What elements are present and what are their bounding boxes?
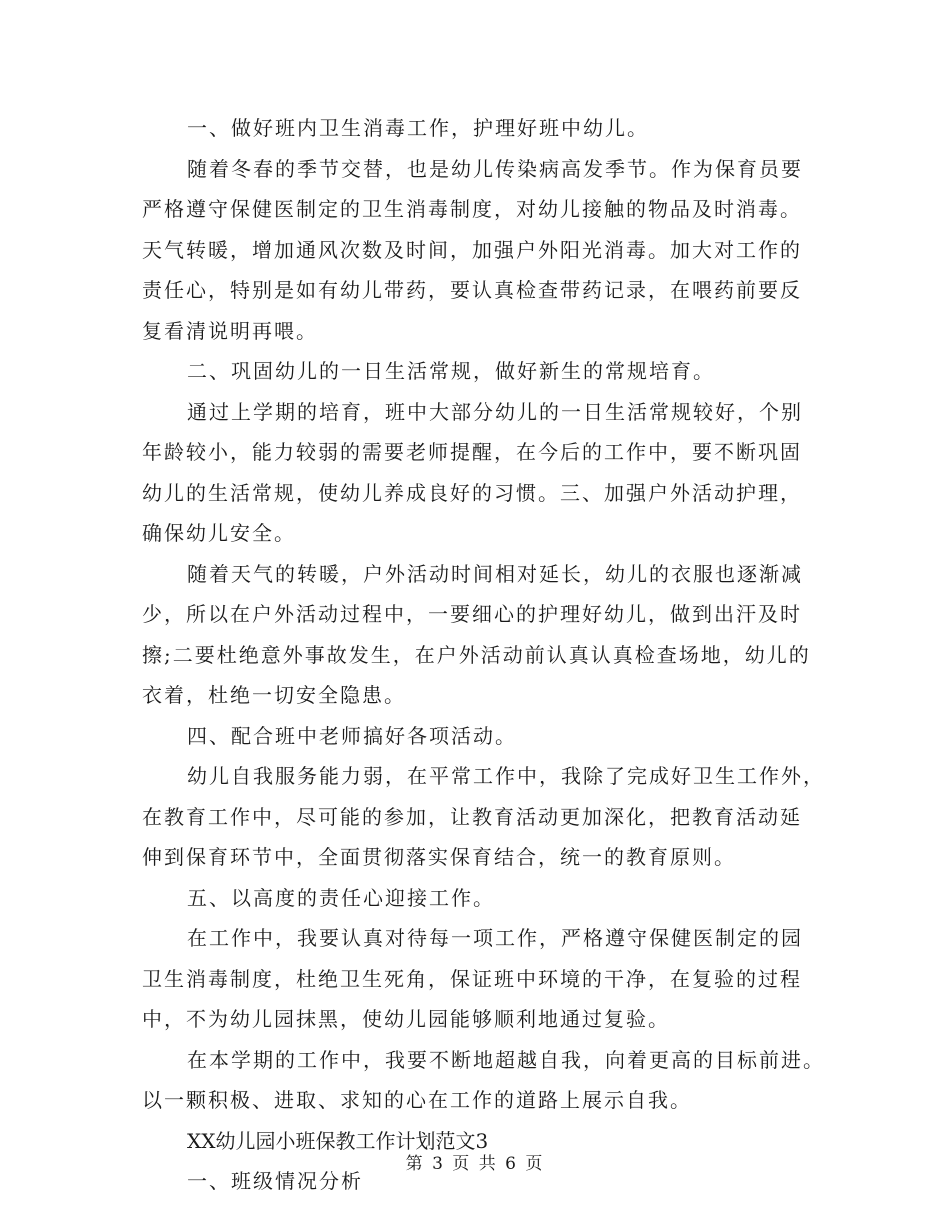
paragraph-line: 随着冬春的季节交替，也是幼儿传染病高发季节。作为保育员要 [187,156,803,181]
paragraph-line: 年龄较小，能力较弱的需要老师提醒，在今后的工作中，要不断巩固 [142,440,802,464]
document-body [142,108,825,1202]
section-heading: 五、以高度的责任心迎接工作。 [187,885,495,910]
section-heading: 一、做好班内卫生消毒工作，护理好班中幼儿。 [187,116,649,140]
paragraph-line: 少，所以在户外活动过程中，一要细心的护理好幼儿，做到出汗及时 [142,602,802,626]
paragraph-line: 伸到保育环节中，全面贯彻落实保育结合，统一的教育原则。 [142,845,736,869]
paragraph-line: 复看清说明再喂。 [142,318,318,343]
page-number-footer: 第 3 页 共 6 页 [405,1154,545,1174]
section-heading: 四、配合班中老师搞好各项活动。 [187,723,517,748]
paragraph-line: 确保幼儿安全。 [142,521,296,545]
section-heading: 一、班级情况分析 [187,1169,363,1193]
paragraph-line: 卫生消毒制度，杜绝卫生死角，保证班中环境的干净，在复验的过程 [142,966,802,991]
section-heading: 二、巩固幼儿的一日生活常规，做好新生的常规培育。 [187,359,715,383]
paragraph-line: 幼儿自我服务能力弱，在平常工作中，我除了完成好卫生工作外， [187,764,825,788]
paragraph-line: 幼儿的生活常规，使幼儿养成良好的习惯。三、加强户外活动护理， [142,480,802,505]
paragraph-line: 严格遵守保健医制定的卫生消毒制度，对幼儿接触的物品及时消毒。 [142,197,802,221]
paragraph-line: 在教育工作中，尽可能的参加，让教育活动更加深化，把教育活动延 [142,804,802,829]
paragraph-line: 随着天气的转暖，户外活动时间相对延长，幼儿的衣服也逐渐减 [187,561,803,586]
paragraph-line: 在本学期的工作中，我要不断地超越自我，向着更高的目标前进。 [187,1047,825,1072]
paragraph-line: 在工作中，我要认真对待每一项工作，严格遵守保健医制定的园 [187,926,803,950]
paragraph-line: 通过上学期的培育，班中大部分幼儿的一日生活常规较好，个别 [187,399,803,424]
paragraph-line: 责任心，特别是如有幼儿带药，要认真检查带药记录，在喂药前要反 [142,278,802,302]
paragraph-line: 中，不为幼儿园抹黑，使幼儿园能够顺利地通过复验。 [142,1007,670,1031]
document-title: XX幼儿园小班保教工作计划范文3 [187,1128,489,1153]
paragraph-line: 以一颗积极、进取、求知的心在工作的道路上展示自我。 [142,1088,692,1112]
paragraph-line: 衣着，杜绝一切安全隐患。 [142,683,406,707]
paragraph-line: 天气转暖，增加通风次数及时间，加强户外阳光消毒。加大对工作的 [142,237,802,262]
paragraph-line: 擦;二要杜绝意外事故发生，在户外活动前认真认真检查场地，幼儿的 [142,642,811,667]
